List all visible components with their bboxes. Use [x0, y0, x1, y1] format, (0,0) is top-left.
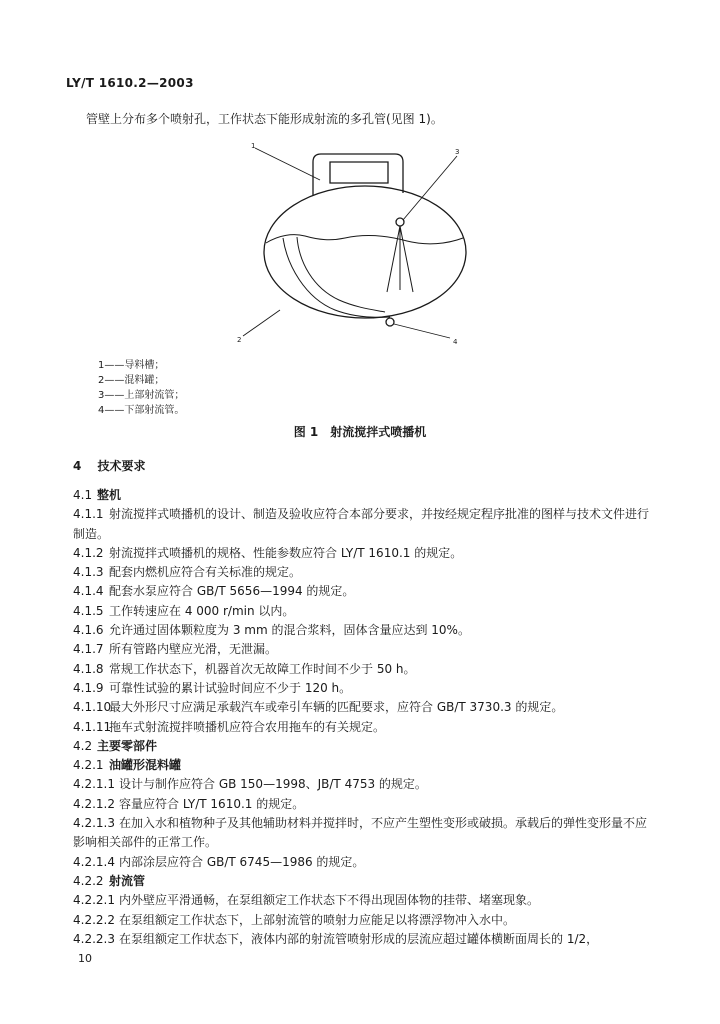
clause-row: [73, 486, 651, 505]
clause-number: 4.1.3: [73, 565, 104, 580]
section-title: 技术要求: [97, 459, 146, 473]
clause-text: 可靠性试验的累计试验时间应不少于 120 h。: [109, 680, 352, 695]
clause-row: [73, 660, 651, 679]
clause-text: 配套内燃机应符合有关标准的规定。: [109, 565, 302, 580]
callout-1: 1: [251, 142, 256, 150]
clause-row: [73, 544, 651, 563]
liquid-surface: [266, 235, 463, 244]
flow-curve-outer: [297, 237, 385, 312]
clause-number: 4.1.10: [73, 700, 112, 715]
figure-legend: [98, 358, 184, 418]
clause-text: 拖车式射流搅拌喷播机应符合农用拖车的有关规定。: [109, 719, 386, 734]
upper-jet-pipe: [396, 218, 404, 226]
clause-text: 主要零部件: [97, 738, 158, 753]
clause-row: [73, 640, 651, 659]
clause-number: 4.1.1: [73, 507, 104, 522]
clause-row: [73, 505, 651, 544]
clause-row: [73, 891, 651, 910]
clause-text: 射流搅拌式喷播机的设计、制造及验收应符合本部分要求，并按经规定程序批准的图样与技术文件进行制造。: [73, 507, 650, 541]
clause-row: [73, 602, 651, 621]
leader-line-3: [403, 156, 457, 220]
clause-text: 射流管: [109, 873, 146, 888]
hopper-outline: [313, 154, 403, 195]
clause-row: [73, 930, 651, 949]
clause-number: 4.2.1: [73, 758, 104, 773]
clause-number: 4.2.1.3: [73, 816, 115, 831]
clause-number: 4.1.6: [73, 623, 104, 638]
clause-row: [73, 718, 651, 737]
clause-number: 4.1.8: [73, 661, 104, 676]
clause-list: [73, 486, 651, 949]
clause-row: [73, 621, 651, 640]
clause-row: [73, 563, 651, 582]
clause-number: 4.1.5: [73, 603, 104, 618]
clause-number: 4.2.2.3: [73, 931, 115, 946]
intro-line: 管壁上分布多个喷射孔，工作状态下能形成射流的多孔管(见图 1)。: [86, 112, 443, 126]
page-number: 10: [78, 952, 92, 965]
clause-row: [73, 795, 651, 814]
section-heading: [73, 457, 146, 474]
callout-3: 3: [455, 148, 460, 156]
clause-text: 容量应符合 LY/T 1610.1 的规定。: [119, 796, 305, 811]
clause-number: 4.2: [73, 738, 93, 753]
lower-jet-pipe: [386, 318, 394, 326]
clause-row: [73, 737, 651, 756]
clause-row: [73, 872, 651, 891]
clause-text: 在泵组额定工作状态下，上部射流管的喷射力应能足以将漂浮物冲入水中。: [119, 912, 516, 927]
clause-number: 4.2.1.1: [73, 777, 115, 792]
section-number: 4: [73, 459, 82, 473]
clause-row: [73, 911, 651, 930]
hopper-inner: [330, 162, 388, 183]
callout-4: 4: [453, 338, 458, 346]
clause-row: [73, 582, 651, 601]
clause-text: 油罐形混料罐: [109, 758, 182, 773]
clause-row: [73, 814, 651, 853]
mixing-tank: [264, 186, 466, 318]
legend-item: 2——混料罐；: [98, 375, 165, 386]
clause-row: [73, 775, 651, 794]
clause-number: 4.2.2.2: [73, 912, 115, 927]
leader-line-1: [255, 148, 320, 180]
clause-row: [73, 853, 651, 872]
clause-text: 配套水泵应符合 GB/T 5656—1994 的规定。: [109, 584, 355, 599]
legend-item: 3——上部射流管；: [98, 390, 185, 401]
figure-caption: 图 1 射流搅拌式喷播机: [293, 425, 427, 439]
clause-row: [73, 698, 651, 717]
legend-item: 4——下部射流管。: [98, 405, 185, 416]
clause-text: 在加入水和植物种子及其他辅助材料并搅拌时，不应产生塑性变形或破损。承载后的弹性变形量不应影响相关部件的正常工作。: [73, 816, 648, 850]
clause-row: [73, 679, 651, 698]
clause-text: 内部涂层应符合 GB/T 6745—1986 的规定。: [119, 854, 365, 869]
clause-text: 允许通过固体颗粒度为 3 mm 的混合浆料，固体含量应达到 10%。: [109, 623, 470, 638]
clause-text: 工作转速应在 4 000 r/min 以内。: [109, 603, 295, 618]
clause-text: 整机: [97, 488, 122, 502]
leader-line-2: [243, 310, 280, 336]
clause-number: 4.1.2: [73, 545, 104, 560]
standard-code-header: LY/T 1610.2—2003: [66, 76, 194, 90]
clause-text: 设计与制作应符合 GB 150—1998、JB/T 4753 的规定。: [119, 777, 427, 792]
clause-number: 4.1.11: [73, 719, 112, 734]
clause-text: 内外壁应平滑通畅，在泵组额定工作状态下不得出现固体物的挂带、堵塞现象。: [119, 893, 540, 908]
clause-number: 4.2.2.1: [73, 893, 115, 908]
upper-jet-spray: [387, 226, 413, 292]
leader-line-4: [394, 324, 450, 338]
figure-1-diagram: [235, 140, 475, 350]
clause-number: 4.1.9: [73, 680, 104, 695]
clause-number: 4.1.7: [73, 642, 104, 657]
clause-number: 4.1.4: [73, 584, 104, 599]
clause-number: 4.2.2: [73, 873, 104, 888]
clause-row: [73, 756, 651, 775]
clause-text: 在泵组额定工作状态下，液体内部的射流管喷射形成的层流应超过罐体横断面周长的 1/2，: [119, 931, 599, 946]
clause-text: 所有管路内壁应光滑，无泄漏。: [109, 642, 278, 657]
clause-text: 最大外形尺寸应满足承载汽车或牵引车辆的匹配要求，应符合 GB/T 3730.3 的规定。: [109, 700, 564, 715]
clause-number: 4.1: [73, 488, 93, 502]
legend-item: 1——导料槽；: [98, 360, 165, 371]
clause-text: 常规工作状态下，机器首次无故障工作时间不少于 50 h。: [109, 661, 416, 676]
clause-number: 4.2.1.2: [73, 796, 115, 811]
clause-text: 射流搅拌式喷播机的规格、性能参数应符合 LY/T 1610.1 的规定。: [109, 545, 463, 560]
callout-2: 2: [237, 336, 242, 344]
clause-number: 4.2.1.4: [73, 854, 115, 869]
